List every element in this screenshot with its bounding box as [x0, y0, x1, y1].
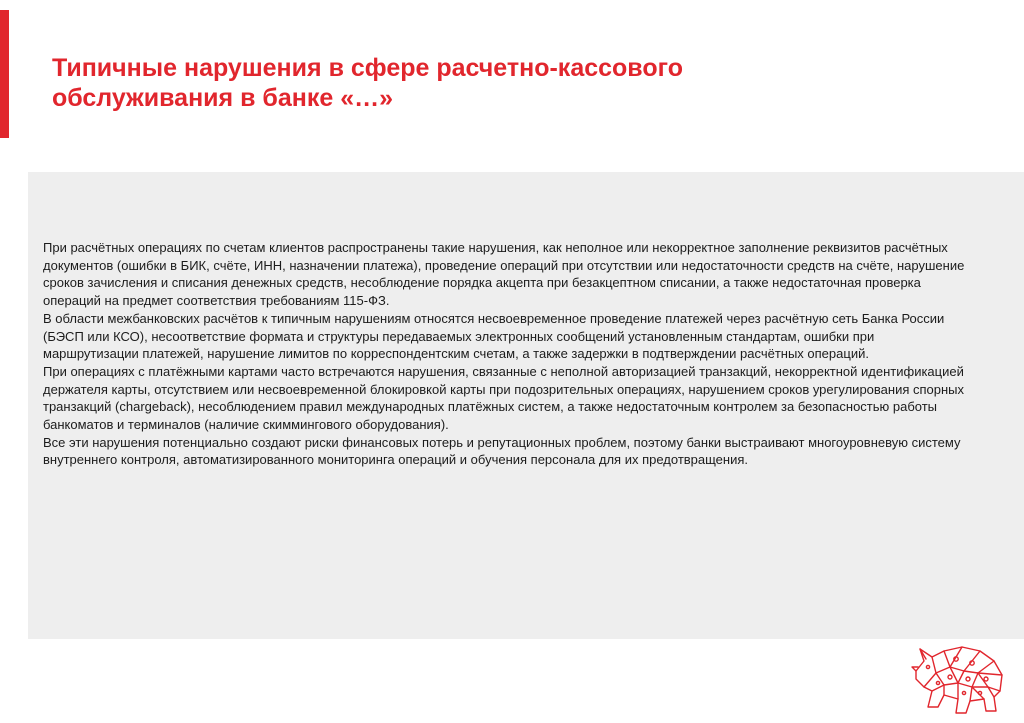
paragraph-settlement: При расчётных операциях по счетам клиентов распространены такие нарушения, как неполное или некорректное заполнение реквизитов расчётных документов (ошибки в БИК, счёте, ИНН, назначении платежа), проведение операций при отсутствии или недостаточности средств на счёте, нарушение сроков зачисления и списания денежных средств, несоблюдение порядка акцепта при безакцептном списании, а также недостаточная проверка операций на предмет соответствия требованиям 115-ФЗ. — [43, 240, 965, 309]
title-line-1: Типичные нарушения в сфере расчетно-кассового — [52, 54, 683, 82]
rhino-logo-icon — [910, 637, 1010, 717]
paragraph-interbank: В области межбанковских расчётов к типичным нарушениям относятся несвоевременное проведение платежей через расчётную сеть Банка России (БЭСП или КСО), несоответствие формата и структуры передаваемых электронных сообщений установленным стандартам, ошибки при маршрутизации платежей, нарушение лимитов по корреспондентским счетам, а также задержки в подтверждении расчётных операций. — [43, 310, 945, 362]
content-panel — [28, 172, 1024, 639]
accent-bar — [0, 10, 9, 138]
paragraph-summary: Все эти нарушения потенциально создают риски финансовых потерь и репутационных проблем, поэтому банки выстраивают многоуровневую систему внутреннего контроля, автоматизированного мониторинга операций и обучения персонала для их предотвращения. — [43, 434, 961, 468]
slide-title — [52, 53, 952, 113]
body-text — [43, 239, 968, 469]
title-line-2: обслуживания в банке «…» — [52, 84, 394, 112]
paragraph-cards: При операциях с платёжными картами часто встречаются нарушения, связанные с неполной авторизацией транзакций, некорректной идентификацией держателя карты, отсутствием или несвоевременной блокировкой карты при подозрительных операциях, нарушением сроков урегулирования спорных транзакций (chargeback), несоблюдением правил международных платёжных систем, а также недостаточным контролем за безопасностью работы банкоматов и терминалов (наличие скиммингового оборудования). — [43, 363, 965, 433]
